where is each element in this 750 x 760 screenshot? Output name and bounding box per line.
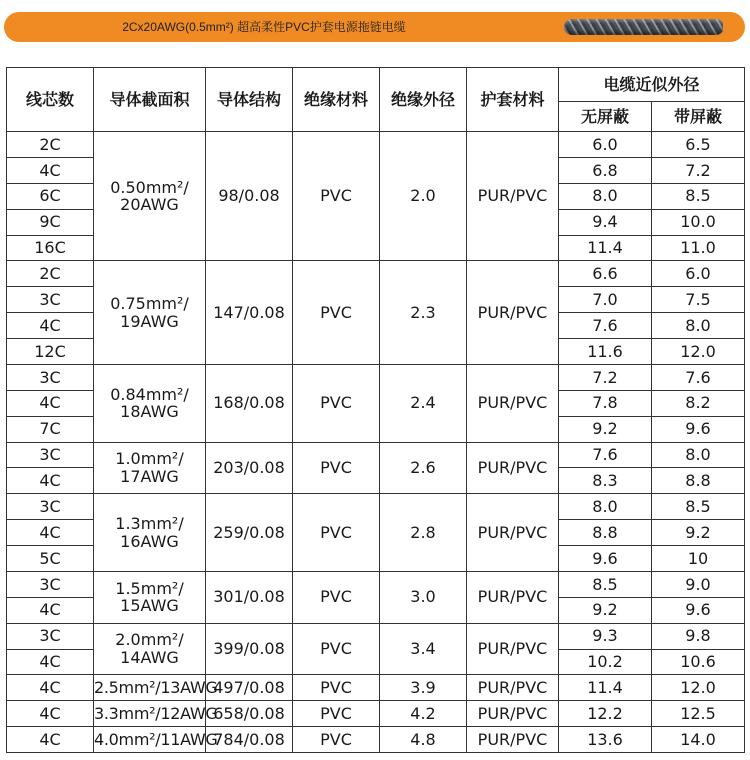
- insulation-material-cell: PVC: [293, 364, 380, 442]
- cable-image: [564, 19, 724, 35]
- jacket-material-cell: PUR/PVC: [467, 261, 559, 365]
- shielded-od-cell: 10: [652, 546, 745, 572]
- cores-cell: 4C: [7, 649, 94, 675]
- cores-cell: 4C: [7, 157, 94, 183]
- structure-cell: 399/0.08: [206, 623, 293, 675]
- unshielded-od-cell: 9.4: [559, 209, 652, 235]
- structure-cell: 168/0.08: [206, 364, 293, 442]
- shielded-od-cell: 10.0: [652, 209, 745, 235]
- area-cell: 4.0mm²/11AWG: [94, 727, 206, 753]
- unshielded-od-cell: 6.6: [559, 261, 652, 287]
- insulation-od-cell: 2.0: [380, 132, 467, 261]
- jacket-material-cell: PUR/PVC: [467, 623, 559, 675]
- shielded-od-cell: 10.6: [652, 649, 745, 675]
- header-area: 导体截面积: [94, 68, 206, 132]
- unshielded-od-cell: 9.2: [559, 597, 652, 623]
- cable-end-cap: [723, 18, 737, 36]
- jacket-material-cell: PUR/PVC: [467, 494, 559, 572]
- unshielded-od-cell: 9.3: [559, 623, 652, 649]
- unshielded-od-cell: 10.2: [559, 649, 652, 675]
- shielded-od-cell: 6.0: [652, 261, 745, 287]
- insulation-od-cell: 2.3: [380, 261, 467, 365]
- unshielded-od-cell: 7.6: [559, 442, 652, 468]
- unshielded-od-cell: 6.8: [559, 157, 652, 183]
- insulation-od-cell: 4.2: [380, 701, 467, 727]
- shielded-od-cell: 7.6: [652, 364, 745, 390]
- jacket-material-cell: PUR/PVC: [467, 571, 559, 623]
- unshielded-od-cell: 9.6: [559, 546, 652, 572]
- cores-cell: 2C: [7, 261, 94, 287]
- shielded-od-cell: 7.2: [652, 157, 745, 183]
- cable-spec-table: [6, 67, 745, 753]
- unshielded-od-cell: 7.2: [559, 364, 652, 390]
- cores-cell: 7C: [7, 416, 94, 442]
- table-row: [7, 727, 745, 753]
- area-cell: 0.50mm²/ 20AWG: [94, 132, 206, 261]
- shielded-od-cell: 8.0: [652, 442, 745, 468]
- header-cores: 线芯数: [7, 68, 94, 132]
- unshielded-od-cell: 12.2: [559, 701, 652, 727]
- table-row: [7, 701, 745, 727]
- unshielded-od-cell: 8.0: [559, 183, 652, 209]
- structure-cell: 497/0.08: [206, 675, 293, 701]
- insulation-od-cell: 3.4: [380, 623, 467, 675]
- cores-cell: 3C: [7, 287, 94, 313]
- table-row: [7, 364, 745, 390]
- unshielded-od-cell: 9.2: [559, 416, 652, 442]
- cores-cell: 9C: [7, 209, 94, 235]
- table-row: [7, 494, 745, 520]
- shielded-od-cell: 12.0: [652, 675, 745, 701]
- cores-cell: 4C: [7, 520, 94, 546]
- shielded-od-cell: 8.5: [652, 183, 745, 209]
- cores-cell: 4C: [7, 390, 94, 416]
- area-cell: 3.3mm²/12AWG: [94, 701, 206, 727]
- cores-cell: 4C: [7, 727, 94, 753]
- unshielded-od-cell: 6.0: [559, 132, 652, 158]
- jacket-material-cell: PUR/PVC: [467, 675, 559, 701]
- area-cell: 2.5mm²/13AWG: [94, 675, 206, 701]
- cores-cell: 4C: [7, 468, 94, 494]
- table-row: [7, 623, 745, 649]
- cores-cell: 16C: [7, 235, 94, 261]
- shielded-od-cell: 8.0: [652, 313, 745, 339]
- shielded-od-cell: 12.0: [652, 339, 745, 365]
- header-insulation-od: 绝缘外径: [380, 68, 467, 132]
- cores-cell: 5C: [7, 546, 94, 572]
- insulation-od-cell: 2.4: [380, 364, 467, 442]
- insulation-od-cell: 3.9: [380, 675, 467, 701]
- header-insulation-material: 绝缘材料: [293, 68, 380, 132]
- insulation-material-cell: PVC: [293, 442, 380, 494]
- structure-cell: 98/0.08: [206, 132, 293, 261]
- area-cell: 1.3mm²/ 16AWG: [94, 494, 206, 572]
- shielded-od-cell: 12.5: [652, 701, 745, 727]
- shielded-od-cell: 8.2: [652, 390, 745, 416]
- jacket-material-cell: PUR/PVC: [467, 364, 559, 442]
- area-cell: 2.0mm²/ 14AWG: [94, 623, 206, 675]
- shielded-od-cell: 8.5: [652, 494, 745, 520]
- cores-cell: 3C: [7, 442, 94, 468]
- unshielded-od-cell: 13.6: [559, 727, 652, 753]
- structure-cell: 658/0.08: [206, 701, 293, 727]
- shielded-od-cell: 9.2: [652, 520, 745, 546]
- banner-title: 2Cx20AWG(0.5mm²) 超高柔性PVC护套电源拖链电缆: [122, 20, 406, 34]
- unshielded-od-cell: 11.6: [559, 339, 652, 365]
- unshielded-od-cell: 7.8: [559, 390, 652, 416]
- table-body: [7, 132, 745, 753]
- insulation-material-cell: PVC: [293, 701, 380, 727]
- cores-cell: 3C: [7, 623, 94, 649]
- header-structure: 导体结构: [206, 68, 293, 132]
- header-cable-od: 电缆近似外径: [559, 68, 745, 102]
- insulation-material-cell: PVC: [293, 261, 380, 365]
- insulation-material-cell: PVC: [293, 494, 380, 572]
- unshielded-od-cell: 8.3: [559, 468, 652, 494]
- insulation-od-cell: 2.8: [380, 494, 467, 572]
- table-row: [7, 571, 745, 597]
- cores-cell: 2C: [7, 132, 94, 158]
- structure-cell: 147/0.08: [206, 261, 293, 365]
- insulation-material-cell: PVC: [293, 675, 380, 701]
- structure-cell: 259/0.08: [206, 494, 293, 572]
- unshielded-od-cell: 8.5: [559, 571, 652, 597]
- shielded-od-cell: 11.0: [652, 235, 745, 261]
- cores-cell: 6C: [7, 183, 94, 209]
- structure-cell: 203/0.08: [206, 442, 293, 494]
- cores-cell: 3C: [7, 364, 94, 390]
- unshielded-od-cell: 11.4: [559, 235, 652, 261]
- cores-cell: 4C: [7, 701, 94, 727]
- structure-cell: 784/0.08: [206, 727, 293, 753]
- area-cell: 1.0mm²/ 17AWG: [94, 442, 206, 494]
- title-banner: [4, 12, 745, 42]
- unshielded-od-cell: 8.8: [559, 520, 652, 546]
- insulation-material-cell: PVC: [293, 727, 380, 753]
- table-row: [7, 132, 745, 158]
- unshielded-od-cell: 7.0: [559, 287, 652, 313]
- unshielded-od-cell: 8.0: [559, 494, 652, 520]
- jacket-material-cell: PUR/PVC: [467, 727, 559, 753]
- header-shielded: 带屏蔽: [652, 102, 745, 132]
- jacket-material-cell: PUR/PVC: [467, 132, 559, 261]
- jacket-material-cell: PUR/PVC: [467, 701, 559, 727]
- table-row: [7, 675, 745, 701]
- table-row: [7, 442, 745, 468]
- structure-cell: 301/0.08: [206, 571, 293, 623]
- shielded-od-cell: 7.5: [652, 287, 745, 313]
- cores-cell: 4C: [7, 675, 94, 701]
- insulation-material-cell: PVC: [293, 623, 380, 675]
- insulation-material-cell: PVC: [293, 132, 380, 261]
- shielded-od-cell: 14.0: [652, 727, 745, 753]
- shielded-od-cell: 9.8: [652, 623, 745, 649]
- area-cell: 0.84mm²/ 18AWG: [94, 364, 206, 442]
- shielded-od-cell: 9.6: [652, 416, 745, 442]
- insulation-od-cell: 4.8: [380, 727, 467, 753]
- jacket-material-cell: PUR/PVC: [467, 442, 559, 494]
- table-header: [7, 68, 745, 132]
- shielded-od-cell: 9.6: [652, 597, 745, 623]
- cores-cell: 12C: [7, 339, 94, 365]
- insulation-od-cell: 2.6: [380, 442, 467, 494]
- unshielded-od-cell: 11.4: [559, 675, 652, 701]
- shielded-od-cell: 6.5: [652, 132, 745, 158]
- area-cell: 0.75mm²/ 19AWG: [94, 261, 206, 365]
- cores-cell: 3C: [7, 571, 94, 597]
- unshielded-od-cell: 7.6: [559, 313, 652, 339]
- header-unshielded: 无屏蔽: [559, 102, 652, 132]
- insulation-od-cell: 3.0: [380, 571, 467, 623]
- shielded-od-cell: 9.0: [652, 571, 745, 597]
- shielded-od-cell: 8.8: [652, 468, 745, 494]
- table-row: [7, 261, 745, 287]
- cores-cell: 4C: [7, 313, 94, 339]
- cores-cell: 4C: [7, 597, 94, 623]
- insulation-material-cell: PVC: [293, 571, 380, 623]
- area-cell: 1.5mm²/ 15AWG: [94, 571, 206, 623]
- header-jacket-material: 护套材料: [467, 68, 559, 132]
- cores-cell: 3C: [7, 494, 94, 520]
